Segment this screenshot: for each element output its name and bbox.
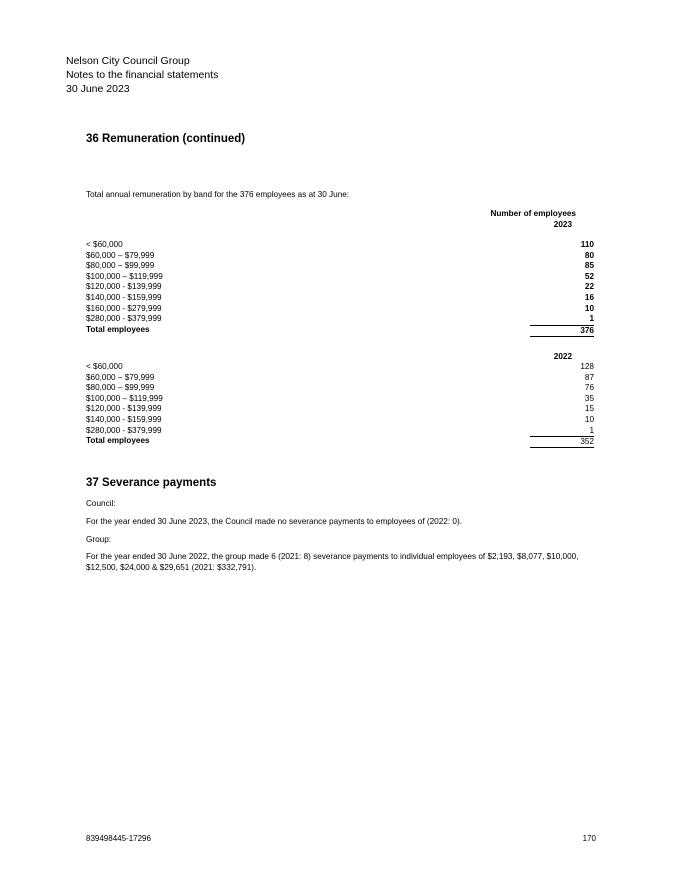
employee-count: 80 <box>584 250 594 260</box>
band-label: $60,000 – $79,999 <box>86 372 155 382</box>
employee-count: 22 <box>584 282 594 292</box>
total-row <box>86 436 594 447</box>
employee-count: 1 <box>589 425 594 435</box>
page-header <box>66 54 218 96</box>
table-row <box>86 373 594 384</box>
table-row <box>86 383 594 394</box>
table-row <box>86 251 594 262</box>
employee-count: 10 <box>584 303 594 313</box>
total-label: Total employees <box>86 436 150 446</box>
remuneration-table-2022 <box>86 362 594 447</box>
group-text: For the year ended 30 June 2022, the group made 6 (2021: 8) severance payments to individual employees of $2,193, $8,077, $10,000, $12,500, $24,000 & $29,651 (2021: $332,791). <box>86 552 579 572</box>
band-label: $100,000 – $119,999 <box>86 393 163 403</box>
band-label: $120,000 - $139,999 <box>86 404 162 414</box>
employee-count: 76 <box>584 383 594 393</box>
remuneration-table-2023 <box>86 240 594 335</box>
band-label: $140,000 - $159,999 <box>86 292 162 302</box>
table-row <box>86 293 594 304</box>
employee-count: 35 <box>584 393 594 403</box>
band-label: $280,000 - $379,999 <box>86 314 162 324</box>
band-label: $280,000 - $379,999 <box>86 425 162 435</box>
employee-count: 16 <box>584 292 594 302</box>
table-row <box>86 272 594 283</box>
band-label: $80,000 – $99,999 <box>86 261 155 271</box>
band-label: $160,000 - $279,999 <box>86 303 162 313</box>
table-row <box>86 394 594 405</box>
table-row <box>86 240 594 251</box>
council-text: For the year ended 30 June 2023, the Council made no severance payments to employees of (2022: 0). <box>86 517 462 526</box>
band-label: $100,000 – $119,999 <box>86 271 163 281</box>
remuneration-title: 36 Remuneration (continued) <box>86 133 246 145</box>
table-row <box>86 314 594 325</box>
column-heading-label: Number of employees <box>490 209 576 218</box>
employee-count: 15 <box>584 404 594 414</box>
severance-title: 37 Severance payments <box>86 477 217 489</box>
employee-count: 85 <box>584 261 594 271</box>
table-row <box>86 362 594 373</box>
employee-count: 110 <box>580 240 594 249</box>
remuneration-intro: Total annual remuneration by band for the 376 employees as at 30 June: <box>86 190 350 199</box>
table-row <box>86 426 594 437</box>
band-label: $120,000 - $139,999 <box>86 282 162 292</box>
band-label: < $60,000 <box>86 362 123 371</box>
header-doc-title: Notes to the financial statements <box>66 69 219 81</box>
header-date: 30 June 2023 <box>66 83 130 95</box>
employee-count: 10 <box>584 414 594 424</box>
employee-count: 87 <box>584 372 594 382</box>
total-row <box>86 325 594 336</box>
group-label: Group: <box>86 535 112 544</box>
total-value: 376 <box>530 325 594 337</box>
column-heading-year: 2023 <box>553 220 572 229</box>
footer-page-number: 170 <box>582 834 596 843</box>
table-row <box>86 261 594 272</box>
band-label: < $60,000 <box>86 240 123 249</box>
band-label: $140,000 - $159,999 <box>86 414 162 424</box>
band-label: $80,000 – $99,999 <box>86 383 155 393</box>
council-label: Council: <box>86 499 116 508</box>
employee-count: 52 <box>584 271 594 281</box>
table-row <box>86 304 594 315</box>
total-label: Total employees <box>86 324 150 334</box>
table-row <box>86 282 594 293</box>
header-org: Nelson City Council Group <box>66 55 190 67</box>
employee-count: 128 <box>580 362 594 371</box>
column-heading <box>490 208 576 230</box>
table-row <box>86 404 594 415</box>
band-label: $60,000 – $79,999 <box>86 250 155 260</box>
footer-doc-id: 839498445-17296 <box>86 834 151 843</box>
prior-year-heading: 2022 <box>553 352 572 361</box>
table-row <box>86 415 594 426</box>
total-value: 352 <box>530 436 594 448</box>
employee-count: 1 <box>589 314 594 324</box>
